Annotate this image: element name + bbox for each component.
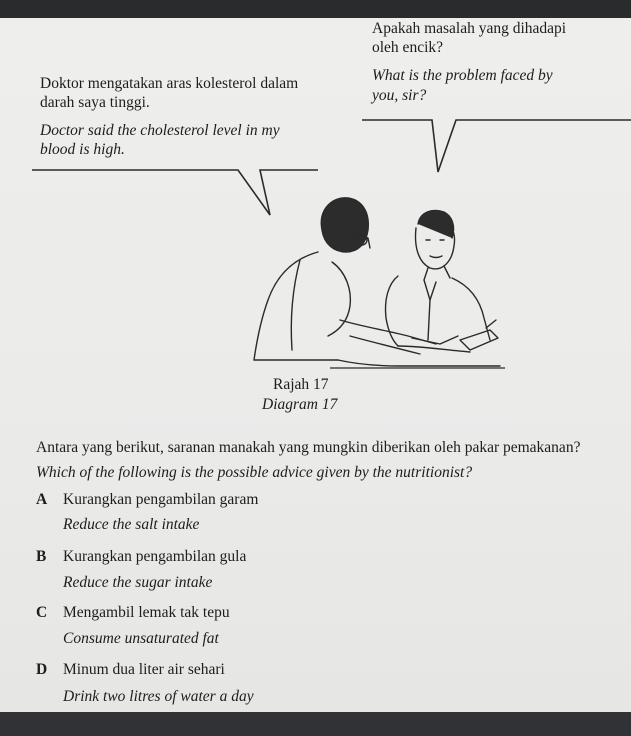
option-c-english: Consume unsaturated fat: [63, 630, 219, 647]
nutritionist-figure: [386, 211, 499, 353]
figure-caption-malay: Rajah 17: [273, 376, 329, 393]
option-d-english: Drink two litres of water a day: [63, 688, 254, 705]
option-b-letter: B: [36, 548, 47, 565]
question-malay: Antara yang berikut, saranan manakah yang mungkin diberikan oleh pakar pemakanan?: [36, 439, 581, 456]
patient-figure: [254, 198, 500, 366]
speech-left-malay-line1: Doktor mengatakan aras kolesterol dalam: [40, 75, 299, 92]
figure-caption-english: Diagram 17: [262, 396, 338, 413]
option-a-letter: A: [36, 491, 48, 508]
question-english: Which of the following is the possible advice given by the nutritionist?: [36, 464, 473, 481]
option-d-letter: D: [36, 661, 48, 678]
option-b-malay: Kurangkan pengambilan gula: [63, 548, 247, 565]
option-c-malay: Mengambil lemak tak tepu: [63, 604, 230, 621]
speech-bubble-right: [362, 120, 631, 172]
speech-left-english-line1: Doctor said the cholesterol level in my: [40, 122, 280, 139]
speech-right-english-line2: you, sir?: [372, 87, 427, 104]
bottom-dark-band: [0, 712, 631, 736]
option-d-malay: Minum dua liter air sehari: [63, 661, 225, 678]
speech-bubble-left: [32, 170, 318, 215]
speech-left-english-line2: blood is high.: [40, 141, 125, 158]
speech-right-english-line1: What is the problem faced by: [372, 67, 553, 84]
speech-right-malay-line1: Apakah masalah yang dihadapi: [372, 20, 567, 37]
speech-left-malay-line2: darah saya tinggi.: [40, 94, 150, 111]
option-b-english: Reduce the sugar intake: [63, 574, 213, 591]
speech-right-malay-line2: oleh encik?: [372, 39, 444, 56]
option-c-letter: C: [36, 604, 48, 621]
option-a-english: Reduce the salt intake: [63, 516, 200, 533]
option-a-malay: Kurangkan pengambilan garam: [63, 491, 259, 508]
